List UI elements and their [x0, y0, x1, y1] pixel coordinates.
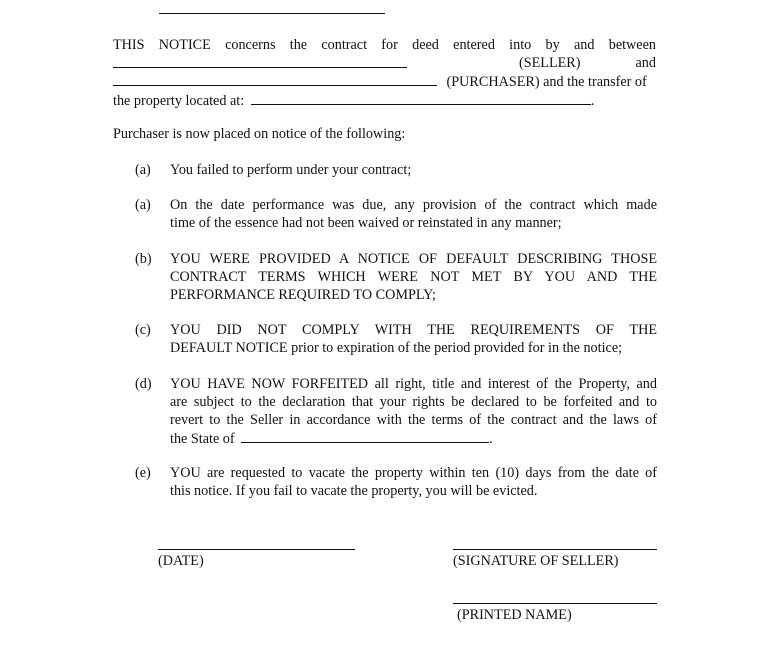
purchaser-label: (PURCHASER) and the transfer of: [446, 74, 647, 90]
date-signature-line[interactable]: [158, 549, 355, 550]
notice-item: [135, 321, 660, 357]
location-period: .: [590, 93, 595, 109]
date-label: (DATE): [158, 553, 204, 569]
notice-item: [135, 375, 660, 447]
and-word: and: [635, 55, 656, 71]
top-blank-line[interactable]: [159, 13, 385, 14]
printed-name-label: (PRINTED NAME): [457, 607, 572, 623]
property-location-blank[interactable]: [251, 91, 591, 105]
item-line: On the date performance was due, any provision of the contract which made: [170, 197, 657, 213]
state-prefix: the State of: [170, 431, 235, 447]
seller-name-blank[interactable]: [113, 54, 407, 68]
item-label: (d): [135, 376, 152, 392]
item-line: are subject to the declaration that your rights be declared to be forfeited and to: [170, 394, 657, 410]
intro-line-1: THIS NOTICE concerns the contract for deed entered into by and between: [113, 37, 656, 53]
intro-paragraph: [113, 36, 656, 110]
purchaser-name-blank[interactable]: [113, 72, 437, 86]
item-label: (c): [135, 322, 151, 338]
item-line: CONTRACT TERMS WHICH WERE NOT MET BY YOU AND THE: [170, 269, 657, 285]
state-period: .: [489, 431, 493, 447]
intro-line-2: [113, 54, 656, 72]
item-line: PERFORMANCE REQUIRED TO COMPLY;: [170, 287, 436, 303]
seller-signature-line[interactable]: [453, 549, 657, 550]
item-line: You failed to perform under your contract;: [170, 162, 412, 178]
item-label: (a): [135, 197, 151, 213]
seller-label: (SELLER): [519, 55, 581, 71]
item-text: [170, 321, 657, 357]
notice-item: [135, 250, 660, 304]
seller-signature-label: (SIGNATURE OF SELLER): [453, 553, 619, 569]
item-line: YOU are requested to vacate the property within ten (10) days from the date of: [170, 465, 657, 481]
item-line: revert to the Seller in accordance with the terms of the contract and the laws of: [170, 412, 657, 428]
item-label: (a): [135, 162, 151, 178]
item-label: (e): [135, 465, 151, 481]
item-line: YOU DID NOT COMPLY WITH THE REQUIREMENTS OF THE: [170, 322, 657, 338]
printed-name-line[interactable]: [453, 603, 657, 604]
item-text: [170, 250, 657, 304]
item-line: this notice. If you fail to vacate the property, you will be evicted.: [170, 483, 538, 499]
item-text: [170, 375, 657, 448]
item-label: (b): [135, 251, 152, 267]
item-line: [170, 429, 657, 448]
item-line: YOU HAVE NOW FORFEITED all right, title and interest of the Property, and: [170, 376, 657, 392]
notice-heading: Purchaser is now placed on notice of the following:: [113, 126, 406, 142]
item-line: DEFAULT NOTICE prior to expiration of the period provided for in the notice;: [170, 340, 623, 356]
item-text: [170, 196, 657, 232]
item-line: time of the essence had not been waived or reinstated in any manner;: [170, 215, 562, 231]
item-text: [170, 464, 657, 500]
notice-item: [135, 196, 660, 232]
intro-line-4: [113, 91, 656, 110]
notice-item: [135, 464, 660, 500]
location-prefix: the property located at:: [113, 93, 245, 109]
item-line: YOU WERE PROVIDED A NOTICE OF DEFAULT DESCRIBING THOSE: [170, 251, 657, 267]
notice-item: [135, 161, 660, 179]
intro-line-3: [113, 72, 656, 91]
state-blank[interactable]: [241, 429, 489, 443]
item-text: [170, 161, 657, 179]
